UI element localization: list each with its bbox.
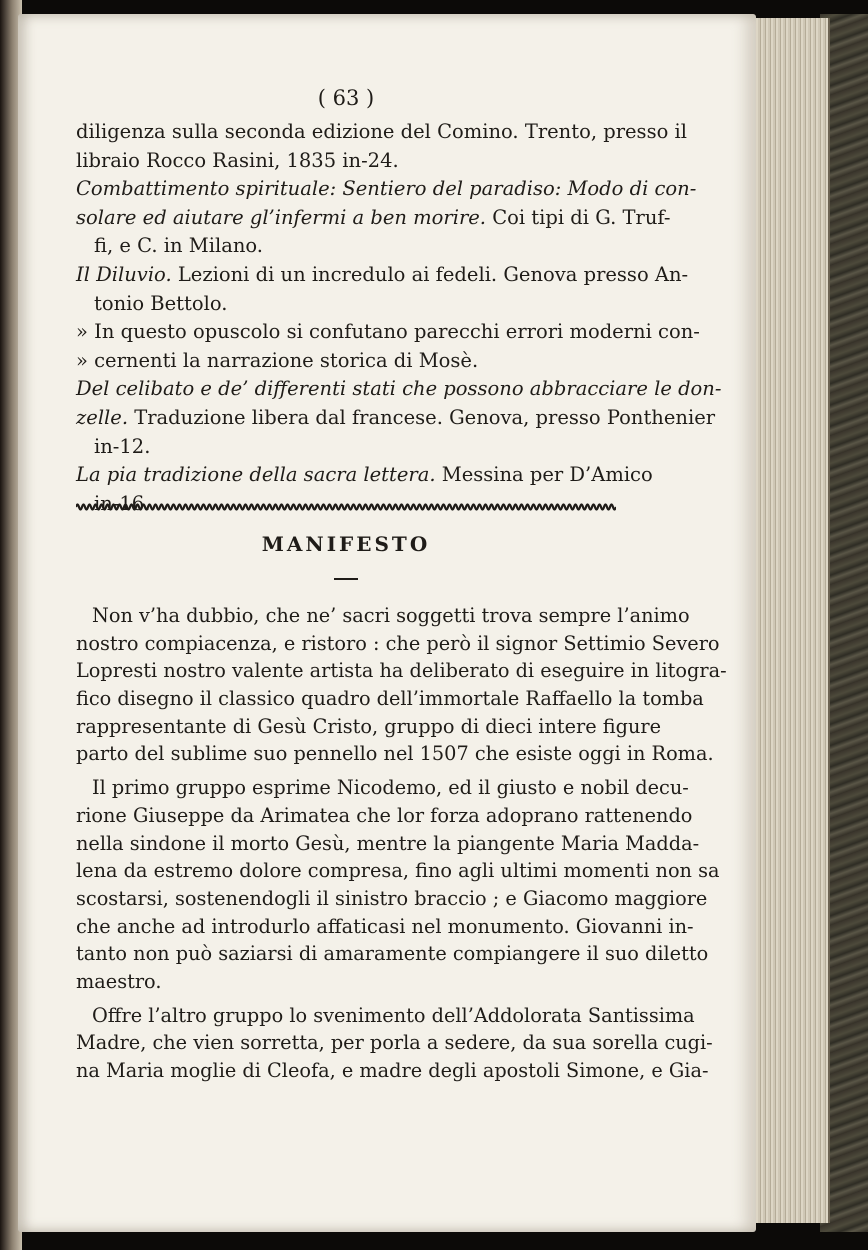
entry-line [76,204,671,233]
manifesto-body [76,602,727,1085]
entry-text: libraio Rocco Rasini, 1835 in-24. [76,148,399,172]
manifesto-line: fico disegno il classico quadro dell’immortale Raffaello la tomba [76,687,704,711]
entry-text: in-12. [94,434,151,458]
entry-title-text: Del celibato e de’ differenti stati che possono abbracciare le don- [76,377,722,401]
entry-line [76,318,700,347]
entry-text: » cernenti la narrazione storica di Mosè. [76,348,479,372]
manifesto-line: Madre, che vien sorretta, per porla a sedere, da sua sorella cugi- [76,1031,713,1055]
entry-text: » In questo opuscolo si confutano parecchi errori moderni con- [76,320,700,344]
entry-line [76,232,616,261]
entry-line [76,147,616,176]
entry-title-text: solare ed aiutare gl’infermi a ben morire. [76,205,487,229]
manifesto-line: parto del sublime suo pennello nel 1507 che esiste oggi in Roma. [76,742,714,766]
manifesto-line: na Maria moglie di Cleofa, e madre degli apostoli Simone, e Gia- [76,1059,709,1082]
title-dash [334,578,358,580]
entry-text: diligenza sulla seconda edizione del Comino. Trento, presso il [76,120,687,143]
manifesto-line: Il primo gruppo esprime Nicodemo, ed il giusto e nobil decu- [92,776,689,800]
entry-line [76,461,653,490]
entry-line [76,347,616,376]
manifesto-line: maestro. [76,969,162,993]
entry-title-text: La pia tradizione della sacra lettera. [76,463,436,487]
manifesto-line: che anche ad introdurlo affaticasi nel monumento. Giovanni in- [76,914,694,938]
entry-line [76,118,687,147]
entry-line [76,433,616,462]
entry-text: Lezioni di un incredulo ai fedeli. Genova presso An- [171,262,689,286]
entry-line [76,404,716,433]
entry-text: fi, e C. in Milano. [94,234,263,258]
manifesto-line: lena da estremo dolore compresa, fino agli ultimi momenti non sa [76,859,720,883]
manifesto-line: nella sindone il morto Gesù, mentre la piangente Maria Madda- [76,831,700,855]
manifesto-line: rappresentante di Gesù Cristo, gruppo di dieci intere figure [76,714,662,738]
entry-line [76,261,689,290]
manifesto-line: nostro compiacenza, e ristoro : che però il signor Settimio Severo [76,631,720,655]
manifesto-line: Lopresti nostro valente artista ha deliberato di eseguire in litogra- [76,659,727,683]
entry-text: in-16. [94,491,151,515]
entry-text: Coi tipi di G. Truf- [486,205,671,229]
manifesto-title: MANIFESTO [261,532,431,556]
page-stack-edge [748,18,830,1223]
manifesto-line: tanto non può saziarsi di amaramente compiangere il suo diletto [76,942,709,966]
manifesto-line: rione Giuseppe da Arimatea che lor forza adoprano rattenendo [76,803,693,827]
manifesto-line: scostarsi, sostenendogli il sinistro braccio ; e Giacomo maggiore [76,886,708,910]
entry-title-text: Combattimento spirituale: Sentiero del paradiso: Modo di con- [76,177,697,201]
entry-text: Traduzione libera dal francese. Genova, presso Ponthenier [128,405,716,429]
entry-title-text: Il Diluvio. [76,262,172,286]
entry-text: Messina per D’Amico [435,463,653,487]
ornamental-wavy-rule [76,500,616,514]
entry-line [76,375,722,404]
bibliography-entries [76,118,722,518]
entry-title-text: zelle. [76,405,129,429]
entry-line [76,290,616,319]
entry-text: tonio Bettolo. [94,291,228,315]
manifesto-line: Offre l’altro gruppo lo svenimento dell’Addolorata Santissima [92,1003,695,1027]
entry-line [76,175,697,204]
page-number: ( 63 ) [317,86,375,110]
manifesto-line: Non v’ha dubbio, che ne’ sacri soggetti trova sempre l’animo [92,604,690,627]
